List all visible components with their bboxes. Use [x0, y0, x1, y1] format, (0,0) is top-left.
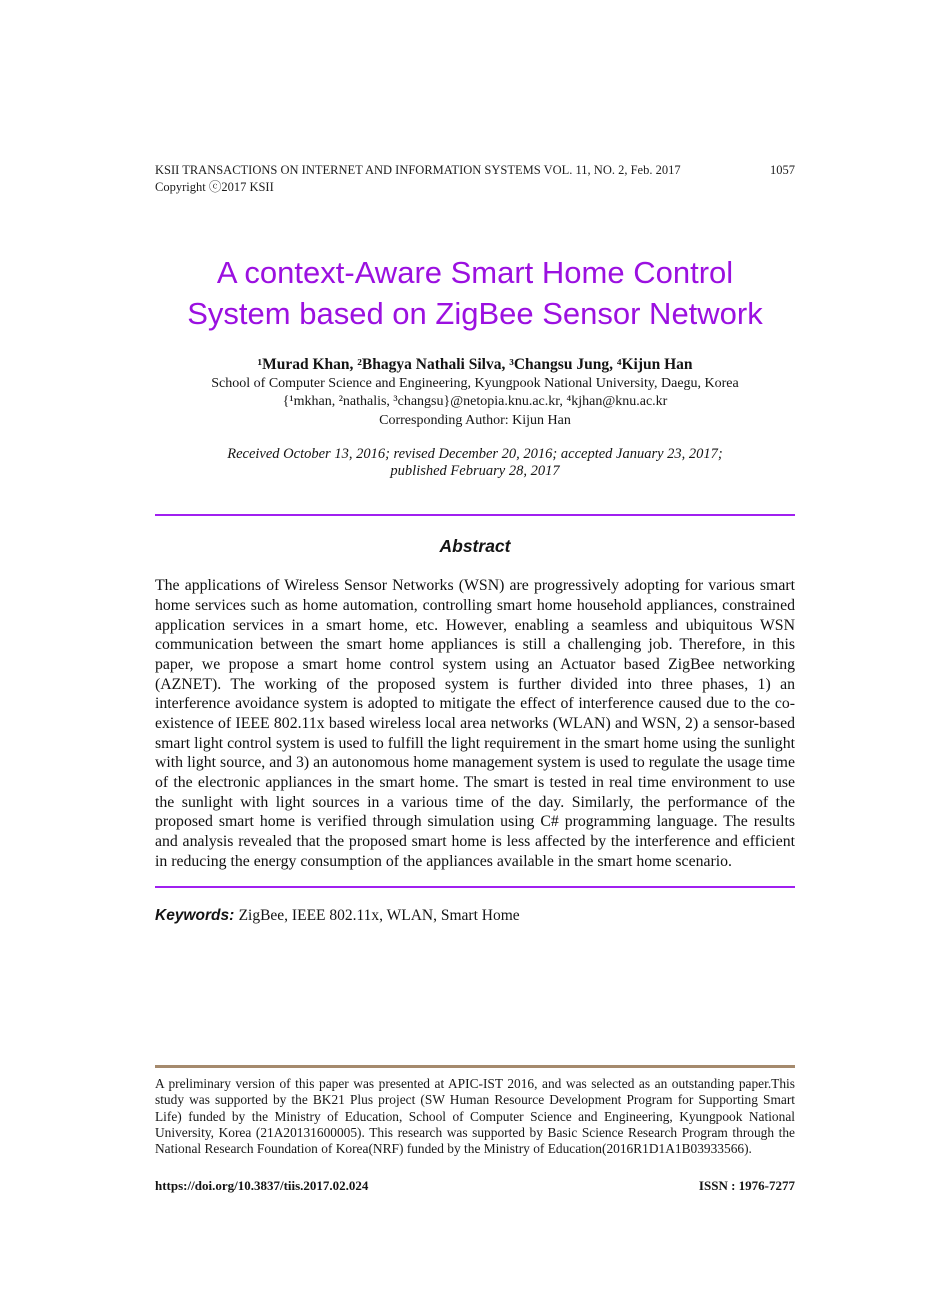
issn-label: ISSN : 1976-7277	[698, 1178, 795, 1194]
author-emails: {¹mkhan, ²nathalis, ³changsu}@netopia.knu.ac.kr, ⁴kjhan@knu.ac.kr	[282, 394, 668, 410]
footnote-rule	[155, 1065, 795, 1068]
history-dates-line1: Received October 13, 2016; revised December 20, 2016; accepted January 23, 2017;	[227, 446, 723, 463]
footnote-text: A preliminary version of this paper was presented at APIC-IST 2016, and was selected as an outstanding paper.This study was supported by the BK21 Plus project (SW Human Resource Development Program for Supporting Smart Life) funded by the Ministry of Education, School of Computer Science and Engineering, Kyungpook National University, Korea (21A20131600005). This research was supported by Basic Science Research Program through the National Research Foundation of Korea(NRF) funded by the Ministry of Education(2016R1D1A1B03933566).	[155, 1076, 795, 1157]
history-dates	[155, 446, 795, 480]
keywords-separator: :	[229, 907, 239, 925]
abstract-bottom-rule	[155, 886, 795, 888]
keywords-line	[155, 907, 795, 925]
keywords-label: Keywords	[155, 907, 230, 925]
keywords-list: ZigBee, IEEE 802.11x, WLAN, Smart Home	[238, 907, 520, 925]
history-dates-line2: published February 28, 2017	[390, 463, 560, 480]
paper-title	[155, 252, 795, 334]
abstract-heading: Abstract	[439, 536, 511, 557]
page-number: 1057	[770, 163, 795, 177]
doi-link[interactable]: https://doi.org/10.3837/tiis.2017.02.024	[155, 1178, 369, 1194]
abstract-top-rule	[155, 514, 795, 516]
footer-line	[155, 1178, 795, 1194]
corresponding-author: Corresponding Author: Kijun Han	[379, 412, 571, 428]
author-names: ¹Murad Khan, ²Bhagya Nathali Silva, ³Changsu Jung, ⁴Kijun Han	[257, 355, 693, 373]
paper-title-line2: System based on ZigBee Sensor Network	[187, 295, 763, 331]
journal-line: KSII TRANSACTIONS ON INTERNET AND INFORMATION SYSTEMS VOL. 11, NO. 2, Feb. 2017	[155, 163, 681, 177]
copyright-line: Copyright ⓒ2017 KSII	[155, 180, 274, 195]
running-header	[155, 0, 795, 196]
paper-title-line1: A context-Aware Smart Home Control	[216, 254, 734, 290]
abstract-body: The applications of Wireless Sensor Networks (WSN) are progressively adopting for various smart home services such as home automation, controlling smart home household appliances, constrained application services in a smart home, etc. However, enabling a seamless and ubiquitous WSN communication between the smart home appliances is still a challenging job. Therefore, in this paper, we propose a smart home control system using an Actuator based ZigBee networking (AZNET). The working of the proposed system is further divided into three phases, 1) an interference avoidance system is adopted to mitigate the effect of interference caused due to the co-existence of IEEE 802.11x based wireless local area networks (WLAN) and WSN, 2) a sensor-based smart light control system is used to fulfill the light requirement in the smart home using the sunlight with light source, and 3) an autonomous home management system is used to regulate the usage time of the electronic appliances in the smart home. The smart is tested in real time environment to use the sunlight with light sources in a various time of the day. Similarly, the performance of the proposed smart home is verified through simulation using C# programming language. The results and analysis revealed that the proposed smart home is less affected by the interference and efficient in reducing the energy consumption of the appliances available in the smart home scenario.	[155, 577, 795, 870]
affiliation: School of Computer Science and Engineering, Kyungpook National University, Daegu, Korea	[211, 375, 739, 391]
author-block	[155, 355, 795, 430]
